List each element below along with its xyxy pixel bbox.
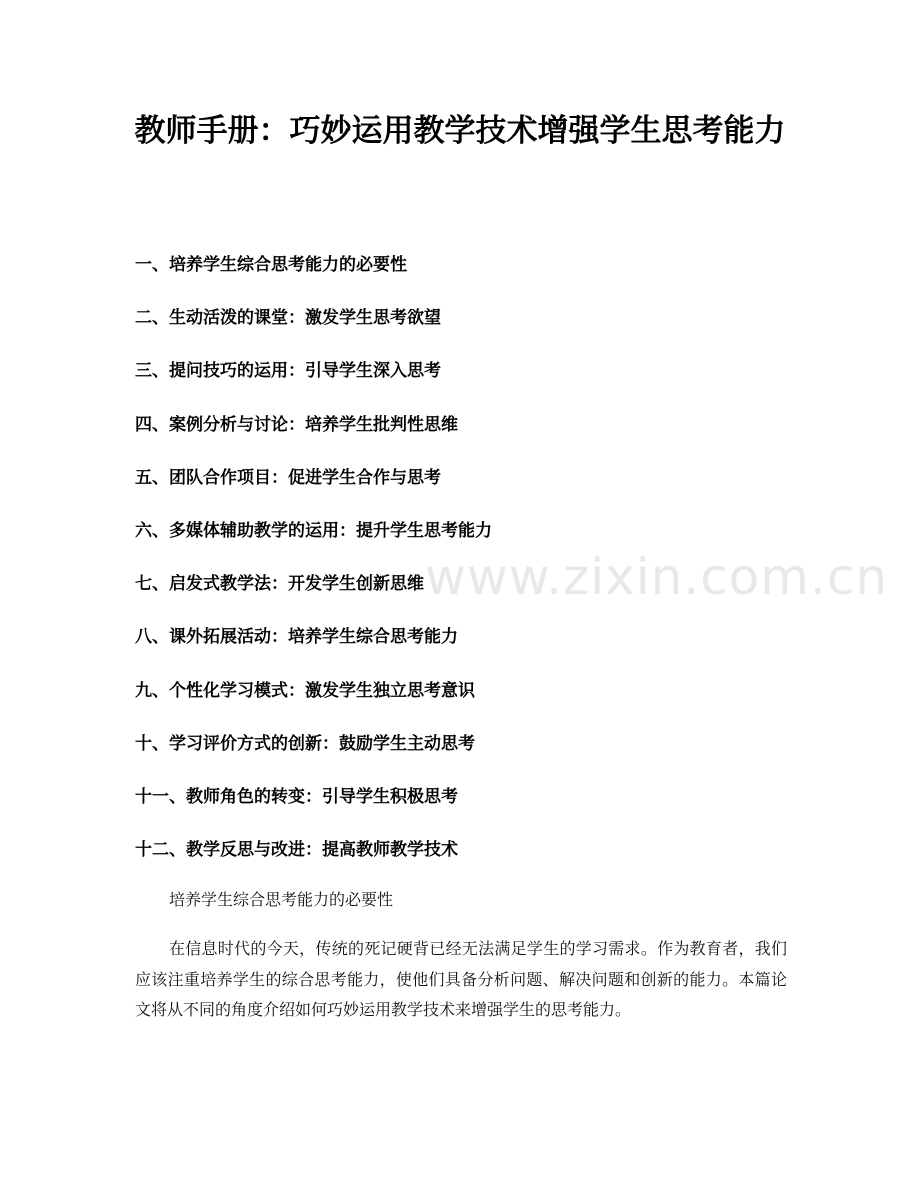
toc-item: 七、启发式教学法：开发学生创新思维 [135,574,424,595]
toc-item: 一、培养学生综合思考能力的必要性 [135,255,407,275]
toc-item: 二、生动活泼的课堂：激发学生思考欲望 [135,308,441,329]
toc-item: 六、多媒体辅助教学的运用：提升学生思考能力 [135,520,492,541]
watermark: www.zixin.com.cn [425,548,889,606]
toc-item: 十、学习评价方式的创新：鼓励学生主动思考 [135,733,475,754]
document-title: 教师手册：巧妙运用教学技术增强学生思考能力 [134,113,786,149]
table-of-contents [135,252,492,890]
toc-item: 十一、教师角色的转变：引导学生积极思考 [135,786,458,807]
toc-item: 三、提问技巧的运用：引导学生深入思考 [135,361,441,382]
toc-item: 十二、教学反思与改进：提高教师教学技术 [135,840,458,861]
body-paragraph: 在信息时代的今天，传统的死记硬背已经无法满足学生的学习需求。作为教育者，我们应该注重培养学生的综合思考能力，使他们具备分析问题、解决问题和创新的能力。本篇论文将从不同的角度介绍如何巧妙运用教学技术来增强学生的思考能力。 [135,939,787,1019]
toc-item: 四、案例分析与讨论：培养学生批判性思维 [135,414,458,435]
section-heading: 培养学生综合思考能力的必要性 [169,890,394,909]
toc-item: 九、个性化学习模式：激发学生独立思考意识 [135,680,475,701]
toc-item: 八、课外拓展活动：培养学生综合思考能力 [135,627,458,648]
toc-item: 五、团队合作项目：促进学生合作与思考 [135,467,441,488]
